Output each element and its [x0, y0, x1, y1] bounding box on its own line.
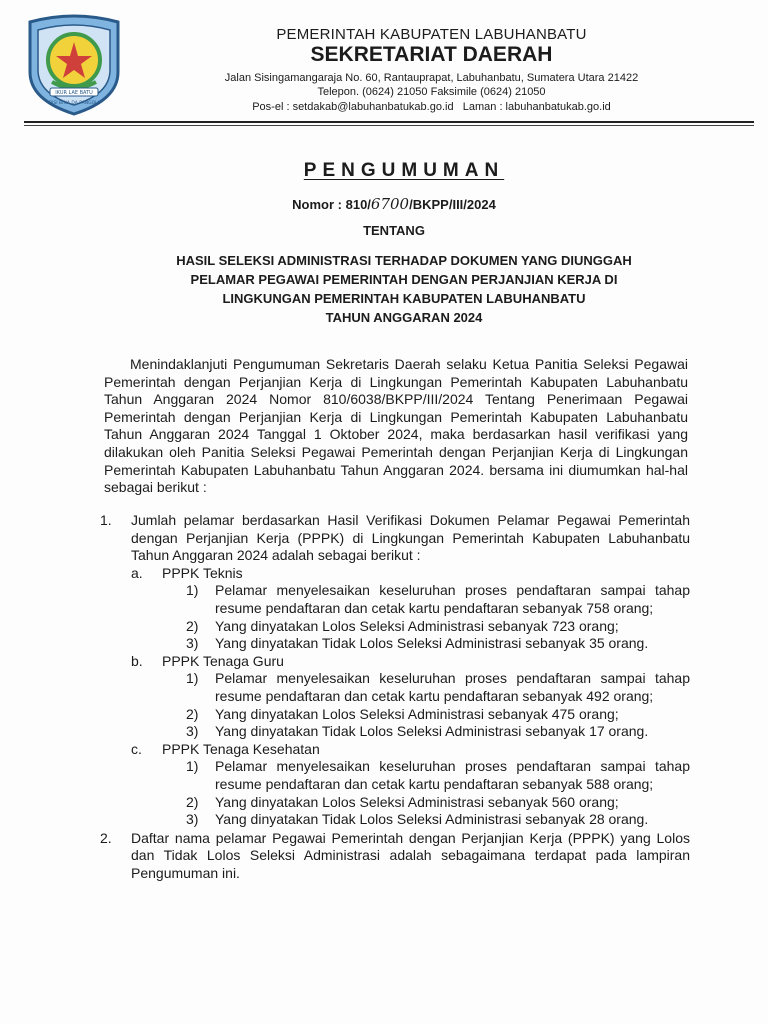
sublist-letter: c. [131, 740, 142, 757]
letterhead-rule [24, 121, 754, 123]
point-item [131, 811, 690, 829]
point-item [131, 635, 690, 653]
announcement-title-wrap [0, 160, 768, 182]
point-text: Pelamar menyelesaikan keseluruhan proses pendaftaran sampai tahap resume pendaftaran dan cetak kartu pendaftaran sebanyak 588 orang; [215, 758, 690, 792]
point-number: 3) [186, 811, 199, 828]
list-item-text: Jumlah pelamar berdasarkan Hasil Verifikasi Dokumen Pelamar Pegawai Pemerintah dengan Perjanjian Kerja (PPPK) di Lingkungan Pemerintah Kabupaten Labuhanbatu Tahun Anggaran 2024 adalah sebagai berikut : [131, 512, 690, 564]
announcement-subject [90, 251, 718, 327]
number-prefix: Nomor : 810/ [292, 197, 371, 212]
point-text: Yang dinyatakan Lolos Seleksi Administrasi sebanyak 560 orang; [215, 793, 619, 810]
point-number: 1) [186, 582, 199, 599]
list-number: 2. [100, 829, 112, 846]
point-number: 3) [186, 723, 199, 740]
subject-line: LINGKUNGAN PEMERINTAH KABUPATEN LABUHANBATU [222, 291, 586, 306]
point-text: Pelamar menyelesaikan keseluruhan proses pendaftaran sampai tahap resume pendaftaran dan cetak kartu pendaftaran sebanyak 492 orang; [215, 670, 690, 704]
number-handwritten: 6700 [370, 195, 410, 213]
subject-line: HASIL SELEKSI ADMINISTRASI TERHADAP DOKUMEN YANG DIUNGGAH [176, 253, 632, 268]
letterhead-government: PEMERINTAH KABUPATEN LABUHANBATU [276, 26, 587, 43]
sublist-label: PPPK Teknis [162, 564, 243, 581]
point-item [131, 794, 690, 812]
sublist-label: PPPK Tenaga Kesehatan [162, 740, 320, 757]
logo-motto-bottom: BISI BINA DA PANGOLI [49, 101, 99, 106]
point-item [131, 670, 690, 705]
intro-paragraph [104, 356, 688, 497]
announcement-number [0, 195, 768, 213]
point-item [131, 723, 690, 741]
point-item [131, 582, 690, 617]
point-item [131, 706, 690, 724]
point-text: Yang dinyatakan Tidak Lolos Seleksi Administrasi sebanyak 35 orang. [215, 635, 649, 652]
letterhead-phone: Telepon. (0624) 21050 Faksimile (0624) 21050 [317, 86, 546, 98]
point-number: 3) [186, 635, 199, 652]
list-number: 1. [100, 512, 112, 528]
subject-line: TAHUN ANGGARAN 2024 [325, 310, 483, 325]
letterhead-address: Jalan Sisingamangaraja No. 60, Rantauprapat, Labuhanbatu, Sumatera Utara 21422 [224, 72, 639, 84]
point-text: Yang dinyatakan Lolos Seleksi Administrasi sebanyak 723 orang; [215, 617, 619, 634]
sublist-item-c [131, 741, 690, 759]
point-text: Yang dinyatakan Tidak Lolos Seleksi Administrasi sebanyak 17 orang. [215, 723, 649, 740]
intro-text: Menindaklanjuti Pengumuman Sekretaris Daerah selaku Ketua Panitia Seleksi Pegawai Pemerintah dengan Perjanjian Kerja di Lingkungan Pemerintah Kabupaten Labuhanbatu Tahun Anggaran 2024 Nomor 810/6038/BKPP/III/2024 Tentang Penerimaan Pegawai Pemerintah dengan Perjanjian Kerja di Lingkungan Pemerintah Kabupaten Labuhanbatu Tahun Anggaran 2024 Tanggal 1 Oktober 2024, maka berdasarkan hasil verifikasi yang dilakukan oleh Panitia Seleksi Pegawai Pemerintah dengan Perjanjian Kerja di Lingkungan Pemerintah Kabupaten Labuhanbatu Tahun Anggaran 2024. bersama ini diumumkan hal-hal sebagai berikut : [104, 356, 688, 496]
announcement-list [100, 512, 690, 882]
number-suffix: /BKPP/III/2024 [409, 197, 496, 212]
announcement-about: TENTANG [363, 223, 425, 238]
sublist-item-b [131, 653, 690, 671]
point-number: 2) [186, 617, 199, 634]
letterhead-email-web: Pos-el : setdakab@labuhanbatukab.go.id Laman : labuhanbatukab.go.id [252, 101, 611, 113]
sublist-letter: a. [131, 564, 143, 581]
list-item-text: Daftar nama pelamar Pegawai Pemerintah dengan Perjanjian Kerja (PPPK) yang Lolos dan Tidak Lolos Seleksi Administrasi adalah sebagaimana terdapat pada lampiran Pengumuman ini. [131, 829, 690, 881]
point-number: 2) [186, 793, 199, 810]
sublist-item-a [131, 565, 690, 583]
list-item-1 [100, 512, 690, 829]
letterhead-office: SEKRETARIAT DAERAH [310, 43, 553, 66]
list-item-2 [100, 830, 690, 883]
point-text: Pelamar menyelesaikan keseluruhan proses pendaftaran sampai tahap resume pendaftaran dan cetak kartu pendaftaran sebanyak 758 orang; [215, 582, 690, 616]
point-text: Yang dinyatakan Tidak Lolos Seleksi Administrasi sebanyak 28 orang. [215, 811, 649, 828]
point-text: Yang dinyatakan Lolos Seleksi Administrasi sebanyak 475 orang; [215, 705, 619, 722]
announcement-title: PENGUMUMAN [303, 160, 505, 181]
point-number: 2) [186, 705, 199, 722]
letterhead-rule-thin [24, 125, 754, 126]
point-number: 1) [186, 670, 199, 687]
point-item [131, 758, 690, 793]
point-item [131, 618, 690, 636]
sublist-label: PPPK Tenaga Guru [162, 652, 284, 669]
logo-motto-top: IKUR LAE BATU [55, 90, 93, 96]
subject-line: PELAMAR PEGAWAI PEMERINTAH DENGAN PERJANJIAN KERJA DI [190, 272, 618, 287]
sublist-letter: b. [131, 652, 143, 669]
point-number: 1) [186, 758, 199, 775]
